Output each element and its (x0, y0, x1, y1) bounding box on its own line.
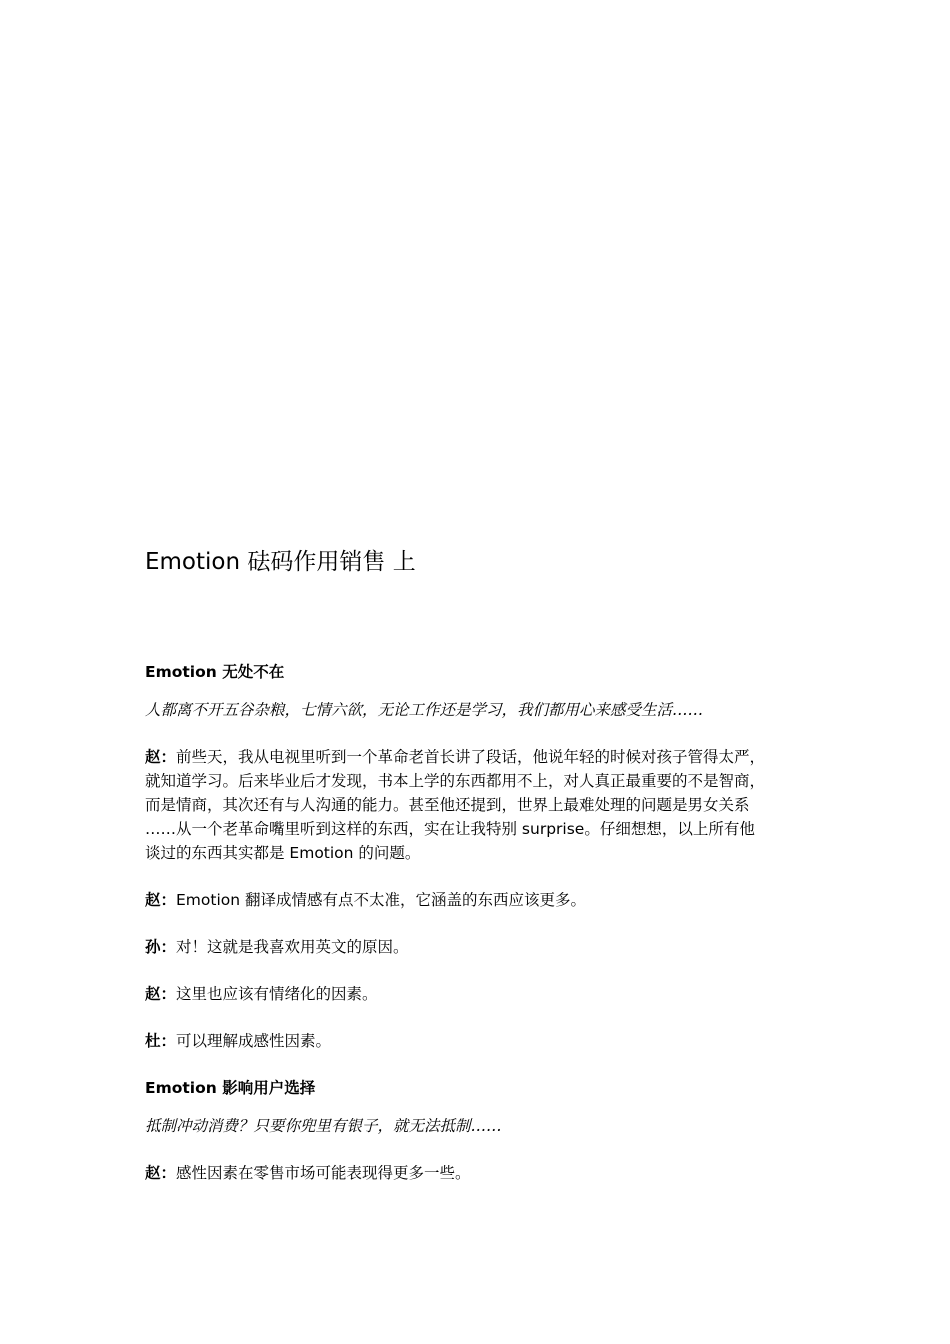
section-emotion-everywhere (145, 660, 815, 1053)
document-title: Emotion 砝码作用销售 上 (145, 549, 416, 575)
document-body (145, 660, 815, 1208)
dialogue-line: 谈过的东西其实都是 Emotion 的问题。 (145, 844, 421, 862)
dialogue-line (145, 1161, 815, 1185)
dialogue-line: 就知道学习。后来毕业后才发现，书本上学的东西都用不上，对人真正最重要的不是智商， (145, 772, 766, 790)
dialogue-paragraph (145, 1029, 815, 1053)
dialogue-line (145, 1029, 815, 1053)
dialogue-text: 前些天，我从电视里听到一个革命老首长讲了段话，他说年轻的时候对孩子管得太严， (176, 748, 766, 766)
dialogue-paragraph (145, 935, 815, 959)
dialogue-paragraph (145, 745, 815, 865)
dialogue-text: 可以理解成感性因素。 (176, 1032, 332, 1050)
speaker-label: 孙： (145, 938, 177, 956)
dialogue-text: 对！这就是我喜欢用英文的原因。 (176, 938, 409, 956)
section-heading: Emotion 无处不在 (145, 663, 285, 681)
dialogue-text: 感性因素在零售市场可能表现得更多一些。 (176, 1164, 471, 1182)
dialogue-text: 这里也应该有情绪化的因素。 (176, 985, 378, 1003)
dialogue-line (145, 982, 815, 1006)
dialogue-paragraph (145, 1161, 815, 1185)
dialogue-line (145, 935, 815, 959)
speaker-label: 赵： (145, 985, 177, 1003)
speaker-label: 杜： (145, 1032, 177, 1050)
speaker-label: 赵： (145, 748, 177, 766)
dialogue-line (145, 745, 815, 769)
speaker-label: 赵： (145, 891, 177, 909)
section-heading: Emotion 影响用户选择 (145, 1079, 316, 1097)
section-quote: 抵制冲动消费？只要你兜里有银子，就无法抵制…… (145, 1117, 502, 1135)
speaker-label: 赵： (145, 1164, 177, 1182)
section-quote: 人都离不开五谷杂粮，七情六欲，无论工作还是学习，我们都用心来感受生活…… (145, 701, 704, 719)
dialogue-line (145, 888, 815, 912)
dialogue-paragraph (145, 888, 815, 912)
dialogue-line: 而是情商，其次还有与人沟通的能力。甚至他还提到，世界上最难处理的问题是男女关系 (145, 796, 750, 814)
dialogue-paragraph (145, 982, 815, 1006)
section-emotion-influences-choice (145, 1076, 815, 1185)
dialogue-text: Emotion 翻译成情感有点不太准，它涵盖的东西应该更多。 (176, 891, 587, 909)
dialogue-line: ……从一个老革命嘴里听到这样的东西，实在让我特别 surprise。仔细想想，以上所有他 (145, 820, 755, 838)
